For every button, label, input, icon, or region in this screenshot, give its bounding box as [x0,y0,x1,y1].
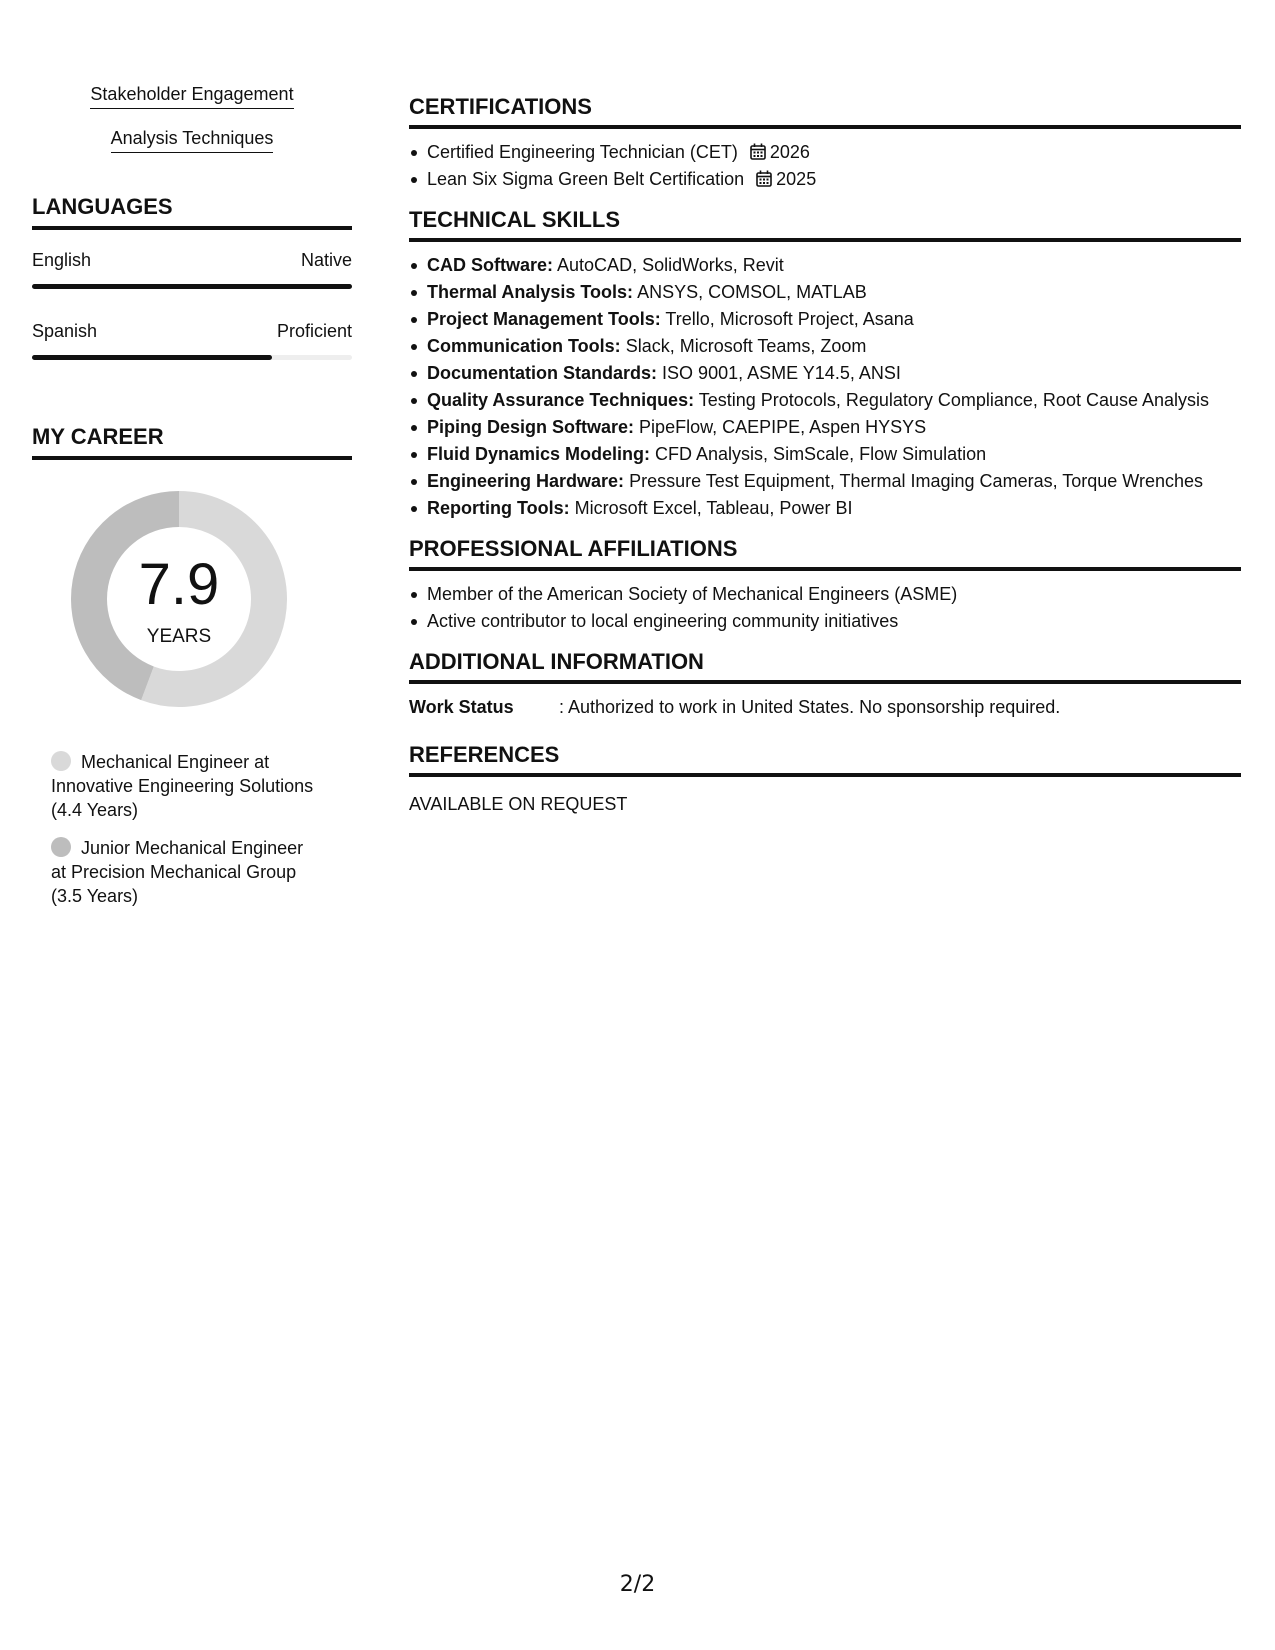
legend-dot-icon [51,837,71,857]
certifications-section [409,94,1241,193]
skill-tag: Analysis Techniques [32,128,352,158]
skill-item: Quality Assurance Techniques: Testing Protocols, Regulatory Compliance, Root Cause Analysis [409,387,1241,414]
certification-item: Certified Engineering Technician (CET) 2026 [409,139,1241,166]
work-status-label: Work Status [409,697,514,717]
page-number: 2/2 [619,1572,656,1597]
additional-info-section [409,649,1241,720]
certification-item: Lean Six Sigma Green Belt Certification 2025 [409,166,1241,193]
skill-item: Engineering Hardware: Pressure Test Equipment, Thermal Imaging Cameras, Torque Wrenches [409,468,1241,495]
skill-item: Fluid Dynamics Modeling: CFD Analysis, SimScale, Flow Simulation [409,441,1241,468]
additional-info-heading: ADDITIONAL INFORMATION [409,649,1241,684]
certification-year: 2025 [776,169,817,189]
career-legend-item: Junior Mechanical Engineer at Precision Mechanical Group (3.5 Years) [51,838,304,906]
skill-item: Thermal Analysis Tools: ANSYS, COMSOL, MATLAB [409,279,1241,306]
references-text: AVAILABLE ON REQUEST [409,794,628,814]
language-bar [32,284,352,289]
language-name: English [32,250,92,270]
technical-skills-section [409,207,1241,522]
technical-skills-heading: TECHNICAL SKILLS [409,207,1241,242]
skill-item: Project Management Tools: Trello, Microsoft Project, Asana [409,306,1241,333]
language-level: Proficient [276,321,352,341]
career-heading: MY CAREER [32,424,352,460]
affiliation-item: Member of the American Society of Mechanical Engineers (ASME) [409,581,1241,608]
skill-item: CAD Software: AutoCAD, SolidWorks, Revit [409,252,1241,279]
language-bar-fill [32,284,352,289]
main-content [409,94,1241,831]
references-section [409,742,1241,817]
affiliations-section [409,536,1241,635]
skill-item: Piping Design Software: PipeFlow, CAEPIPE, Aspen HYSYS [409,414,1241,441]
certifications-heading: CERTIFICATIONS [409,94,1241,129]
affiliation-item: Active contributor to local engineering community initiatives [409,608,1241,635]
career-donut-chart [64,484,294,714]
career-legend-item: Mechanical Engineer at Innovative Engineering Solutions (4.4 Years) [51,752,314,820]
language-bar [32,355,352,360]
affiliations-heading: PROFESSIONAL AFFILIATIONS [409,536,1241,571]
legend-dot-icon [51,751,71,771]
certification-year: 2026 [769,142,810,162]
career-years-unit: YEARS [146,626,212,647]
skill-item: Communication Tools: Slack, Microsoft Teams, Zoom [409,333,1241,360]
skill-item: Documentation Standards: ISO 9001, ASME Y14.5, ANSI [409,360,1241,387]
references-heading: REFERENCES [409,742,1241,777]
language-item [32,250,352,289]
language-bar-fill [32,355,272,360]
sidebar [32,84,352,922]
skill-item: Reporting Tools: Microsoft Excel, Tableau, Power BI [409,495,1241,522]
calendar-icon [750,143,766,160]
languages-heading: LANGUAGES [32,194,352,230]
work-status-value: : Authorized to work in United States. No sponsorship required. [559,697,1061,717]
calendar-icon [756,170,772,187]
skill-tag: Stakeholder Engagement [32,84,352,114]
language-level: Native [300,250,352,270]
language-name: Spanish [32,321,98,341]
language-item [32,321,352,360]
career-legend [32,750,322,908]
career-total-years: 7.9 [138,552,220,617]
